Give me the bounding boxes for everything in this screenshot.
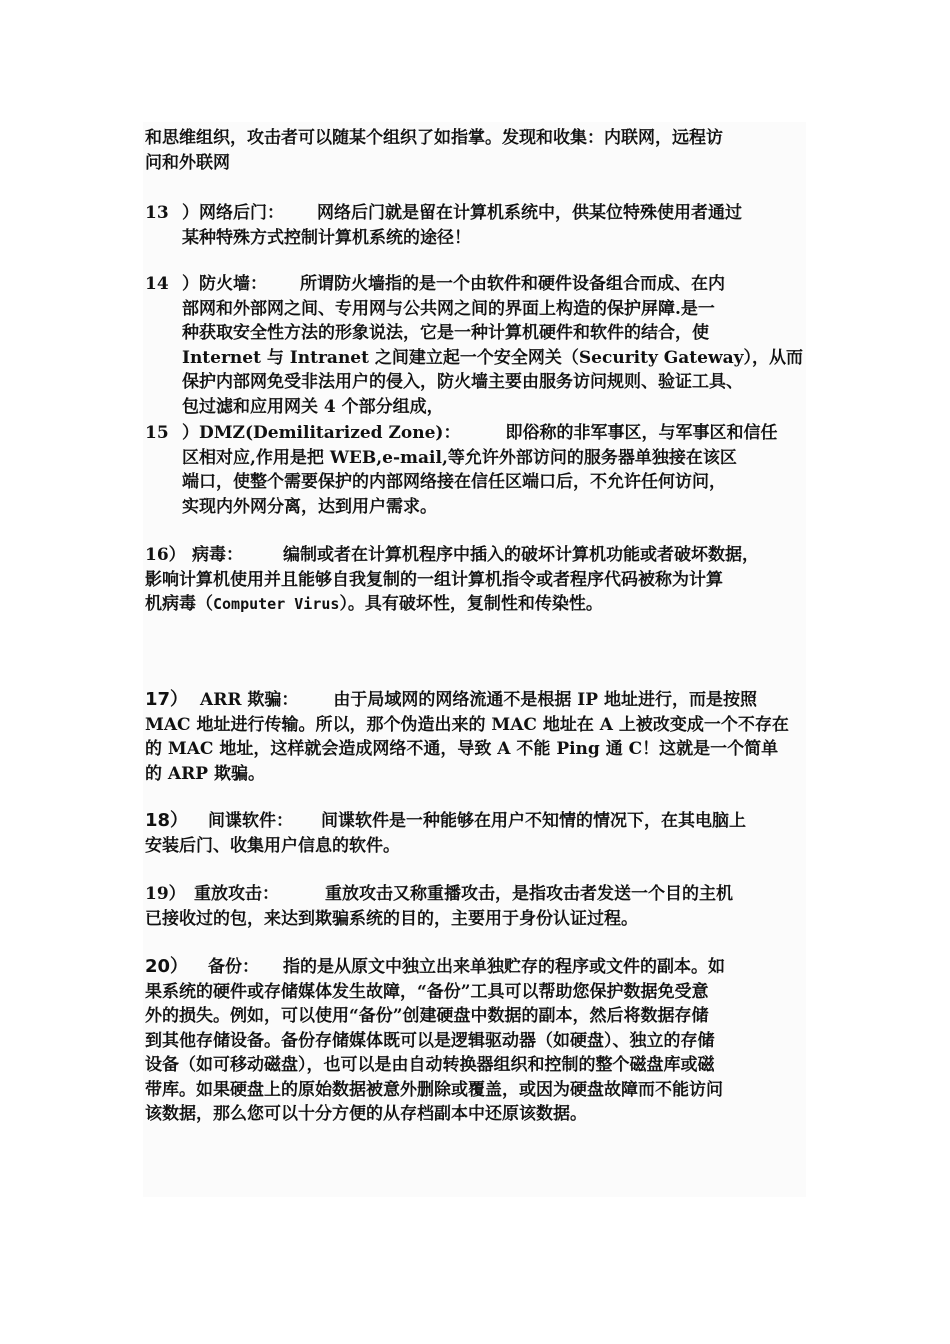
text-line <box>145 955 825 980</box>
text-line: 到其他存储设备。备份存储媒体既可以是逻辑驱动器（如硬盘）、独立的存储 <box>145 1030 715 1051</box>
text-line: 带库。如果硬盘上的原始数据被意外删除或覆盖，或因为硬盘故障而不能访问 <box>145 1079 723 1100</box>
item-number: 18） <box>145 810 189 831</box>
item-definition: 间谍软件是一种能够在用户不知情的情况下，在其电脑上 <box>321 811 746 831</box>
paragraph-19-replay-attack <box>145 882 825 931</box>
item-number: 20） <box>145 956 189 977</box>
text-fragment-english: Computer Virus <box>213 595 340 613</box>
paragraph-16-virus <box>145 543 825 617</box>
item-definition: 由于局域网的网络流通不是根据 IP 地址进行，而是按照 <box>333 690 757 710</box>
text-line: 已接收过的包，来达到欺骗系统的目的，主要用于身份认证过程。 <box>145 908 638 929</box>
text-line: 该数据，那么您可以十分方便的从存档副本中还原该数据。 <box>145 1104 587 1124</box>
text-fragment: 机病毒（ <box>145 594 213 614</box>
paragraph-15-dmz <box>145 421 825 519</box>
item-term: 备份： <box>208 957 259 977</box>
item-definition: 网络后门就是留在计算机系统中，供某位特殊使用者通过 <box>317 203 742 223</box>
text-line <box>145 543 825 568</box>
item-number: 14 <box>145 274 169 294</box>
text-line: 某种特殊方式控制计算机系统的途径！ <box>182 227 471 248</box>
text-line: MAC 地址进行传输。所以，那个伪造出来的 MAC 地址在 A 上被改变成一个不存在 <box>145 714 789 735</box>
item-term: ）网络后门： <box>182 203 284 223</box>
text-line: 部网和外部网之间、专用网与公共网之间的界面上构造的保护屏障.是一 <box>182 298 715 319</box>
text-line: 包过滤和应用网关 4 个部分组成， <box>182 396 444 417</box>
text-line: 区相对应,作用是把 WEB,e-mail,等允许外部访问的服务器单独接在该区 <box>182 447 737 468</box>
text-line <box>145 809 825 834</box>
item-definition: 即俗称的非军事区，与军事区和信任 <box>505 423 778 443</box>
item-number: 16） <box>145 545 186 565</box>
text-line: 设备（如可移动磁盘），也可以是由自动转换器组织和控制的整个磁盘库或磁 <box>145 1055 715 1075</box>
text-line: 和思维组织，攻击者可以随某个组织了如指掌。发现和收集：内联网，远程访 <box>145 128 723 148</box>
text-fragment: ）。具有破坏性，复制性和传染性。 <box>339 594 603 614</box>
text-line <box>145 272 825 297</box>
text-line: 外的损失。例如，可以使用“备份”创建硬盘中数据的副本，然后将数据存储 <box>145 1006 709 1026</box>
text-line <box>145 882 825 907</box>
item-term: 间谍软件： <box>208 811 293 831</box>
text-line: 种获取安全性方法的形象说法，它是一种计算机硬件和软件的结合，使 <box>182 323 709 343</box>
text-line: 保护内部网免受非法用户的侵入，防火墙主要由服务访问规则、验证工具、 <box>182 372 743 392</box>
item-number: 17） <box>145 689 189 710</box>
paragraph-13-backdoor <box>145 201 825 250</box>
item-number: 19） <box>145 884 186 904</box>
item-definition: 编制或者在计算机程序中插入的破坏计算机功能或者破坏数据， <box>283 545 759 565</box>
paragraph-17-arp-spoofing <box>145 688 825 786</box>
text-line: Internet 与 Intranet 之间建立起一个安全网关（Security Gateway），从而 <box>182 347 803 368</box>
paragraph-20-backup <box>145 955 825 1127</box>
text-line: 影响计算机使用并且能够自我复制的一组计算机指令或者程序代码被称为计算 <box>145 569 723 590</box>
item-term: 病毒： <box>192 545 243 565</box>
item-number: 15 <box>145 423 169 443</box>
paragraph-12-continuation <box>145 126 825 175</box>
text-line: 果系统的硬件或存储媒体发生故障，“备份”工具可以帮助您保护数据免受意 <box>145 981 709 1002</box>
item-definition: 指的是从原文中独立出来单独贮存的程序或文件的副本。如 <box>283 957 725 977</box>
text-line: 实现内外网分离，达到用户需求。 <box>182 496 437 517</box>
text-line <box>145 592 825 617</box>
text-line: 的 MAC 地址，这样就会造成网络不通，导致 A 不能 Ping 通 C！这就是一个简单 <box>145 739 779 759</box>
text-line <box>145 201 825 226</box>
text-line: 的 ARP 欺骗。 <box>145 763 265 784</box>
item-number: 13 <box>145 203 169 223</box>
text-line <box>145 421 825 446</box>
paragraph-14-firewall <box>145 272 825 419</box>
paragraph-18-spyware <box>145 809 825 858</box>
item-term: ）防火墙： <box>182 274 267 294</box>
item-term: ）DMZ(Demilitarized Zone)： <box>182 423 461 443</box>
text-line: 问和外联网 <box>145 152 230 173</box>
text-line: 端口，使整个需要保护的内部网络接在信任区端口后，不允许任何访问， <box>182 472 726 492</box>
text-line <box>145 688 825 713</box>
item-term: 重放攻击： <box>194 884 279 904</box>
item-term: ARR 欺骗： <box>200 690 299 710</box>
item-definition: 重放攻击又称重播攻击，是指攻击者发送一个目的主机 <box>325 884 733 904</box>
item-definition: 所谓防火墙指的是一个由软件和硬件设备组合而成、在内 <box>300 274 725 294</box>
text-line: 安装后门、收集用户信息的软件。 <box>145 835 400 856</box>
